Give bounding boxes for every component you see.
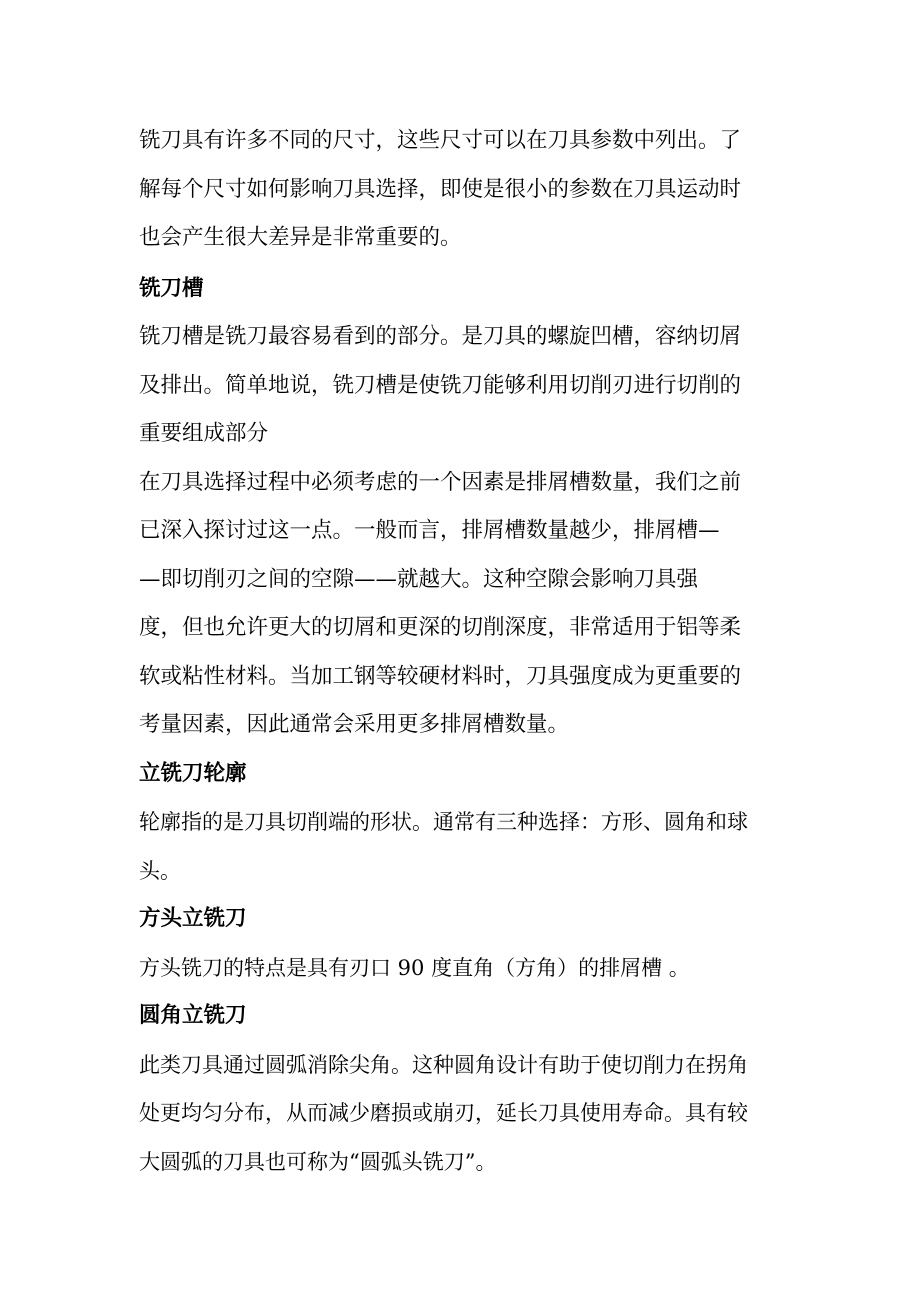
flutes-heading: 铣刀槽 bbox=[139, 275, 204, 301]
corner-radius-heading: 圆角立铣刀 bbox=[139, 1003, 247, 1028]
flute-count-paragraph: 在刀具选择过程中必须考虑的一个因素是排屑槽数量，我们之前 已深入探讨过这一点。一般而言，排屑槽数量越少，排屑槽— —即切削刃之间的空隙——就越大。这种空隙会影响刀具强 度，但也允许更大的切屑和更深的切削深度，非常适用于铝等柔 软或粘性材料。当加工钢等较硬材料时，刀具强度成为更重要的 考量因素，因此通常会采用更多排屑槽数量。 bbox=[139, 469, 742, 737]
square-endmill-heading: 方头立铣刀 bbox=[139, 906, 247, 931]
corner-radius-paragraph: 此类刀具通过圆弧消除尖角。这种圆角设计有助于使切削力在拐角 处更均匀分布，从而减少磨损或崩刃，延长刀具使用寿命。具有较 大圆弧的刀具也可称为“圆弧头铣刀”。 bbox=[139, 1052, 748, 1174]
square-endmill-paragraph: 方头铣刀的特点是具有刃口 90 度直角（方角）的排屑槽 。 bbox=[139, 955, 690, 980]
flutes-paragraph: 铣刀槽是铣刀最容易看到的部分。是刀具的螺旋凹槽，容纳切屑 及排出。简单地说，铣刀槽是使铣刀能够利用切削刃进行切削的 重要组成部分 bbox=[139, 324, 742, 446]
profile-paragraph: 轮廓指的是刀具切削端的形状。通常有三种选择：方形、圆角和球 头。 bbox=[139, 810, 748, 883]
intro-paragraph: 铣刀具有许多不同的尺寸，这些尺寸可以在刀具参数中列出。了 解每个尺寸如何影响刀具选择，即使是很小的参数在刀具运动时 也会产生很大差异是非常重要的。 bbox=[139, 128, 742, 250]
document-text-column bbox=[139, 117, 784, 1186]
profile-heading: 立铣刀轮廓 bbox=[139, 760, 247, 786]
